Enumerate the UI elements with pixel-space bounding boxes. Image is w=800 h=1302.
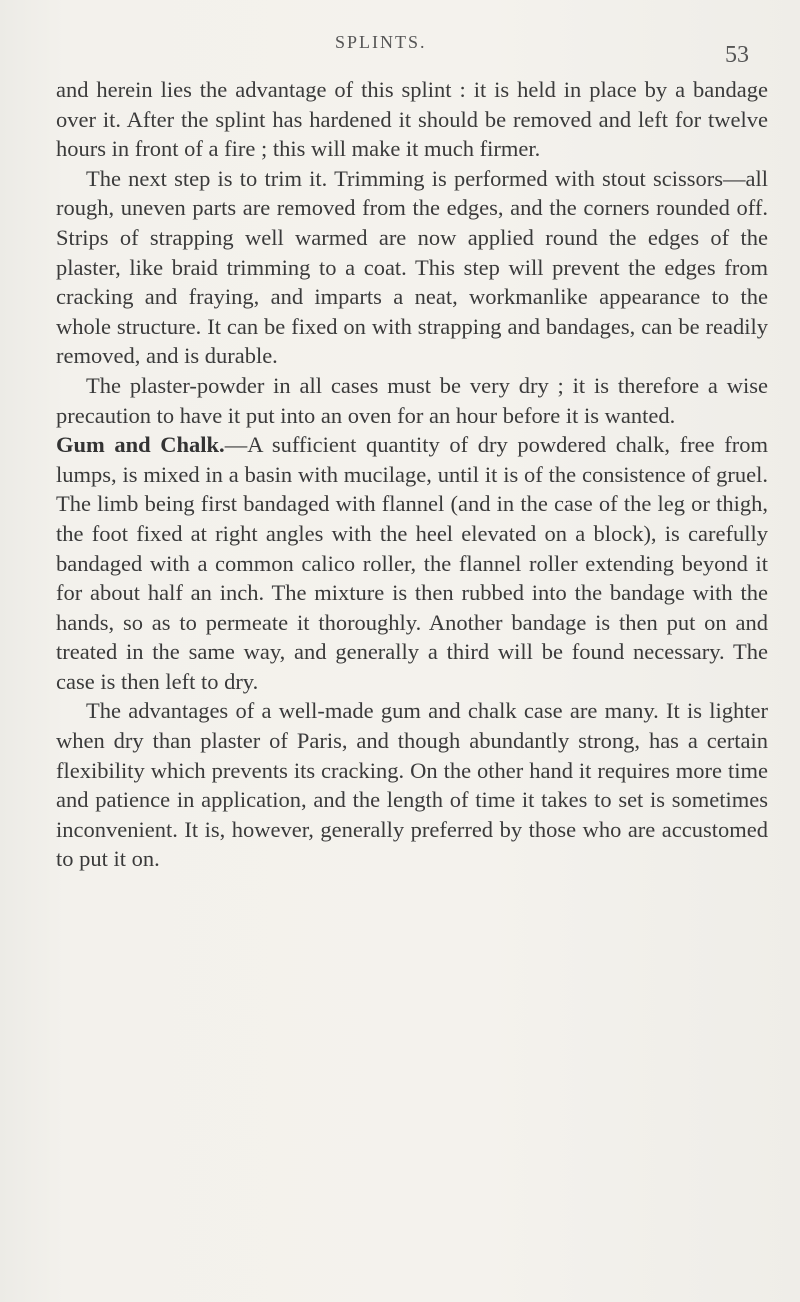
paragraph-trimming bbox=[56, 164, 768, 371]
paragraph-advantages bbox=[56, 696, 768, 874]
paragraph-text: —A sufficient quantity of dry powdered chalk, free from lumps, is mixed in a basin with mucilage, until it is of the consistence of gruel. The limb being first bandaged with flannel (and in the case of the leg or thigh, the foot fixed at right angles with the heel elevated on a block), is carefully bandaged with a common calico roller, the flannel roller extending beyond it for about half an inch. The mixture is then rubbed into the bandage with the hands, so as to permeate it thoroughly. Another bandage is then put on and treated in the same way, and generally a third will be found necessary. The case is then left to dry. bbox=[56, 432, 768, 694]
section-heading: Gum and Chalk. bbox=[56, 432, 225, 458]
paragraph-plaster-powder bbox=[56, 371, 768, 430]
running-head bbox=[0, 30, 800, 68]
paragraph-text: The next step is to trim it. Trimming is performed with stout scissors—all rough, uneven parts are removed from the edges, and the corners rounded off. Strips of strapping well warmed are now applied round the edges of the plaster, like braid trimming to a coat. This step will prevent the edges from cracking and fraying, and imparts a neat, workmanlike appearance to the whole structure. It can be fixed on with strapping and bandages, can be readily removed, and is durable. bbox=[56, 165, 768, 369]
body-text bbox=[56, 75, 768, 874]
paragraph-gum-and-chalk bbox=[56, 430, 768, 696]
paragraph-text: and herein lies the advantage of this splint : it is held in place by a bandage over it. After the splint has hardened it should be removed and left for twelve hours in front of a fire ; this will make it much firmer. bbox=[56, 77, 768, 162]
paragraph-text: The advantages of a well-made gum and chalk case are many. It is lighter when dry than plaster of Paris, and though abundantly strong, has a certain flexibility which prevents its cracking. On the other hand it requires more time and patience in application, and the length of time it takes to set is sometimes inconvenient. It is, however, generally preferred by those who are accustomed to put it on. bbox=[56, 698, 768, 872]
paragraph-splint-advantage bbox=[56, 75, 768, 164]
paragraph-text: The plaster-powder in all cases must be very dry ; it is therefore a wise precaution to have it put into an oven for an hour before it is wanted. bbox=[56, 372, 768, 428]
running-title: SPLINTS. bbox=[335, 32, 427, 52]
page-number: 53 bbox=[725, 42, 749, 68]
